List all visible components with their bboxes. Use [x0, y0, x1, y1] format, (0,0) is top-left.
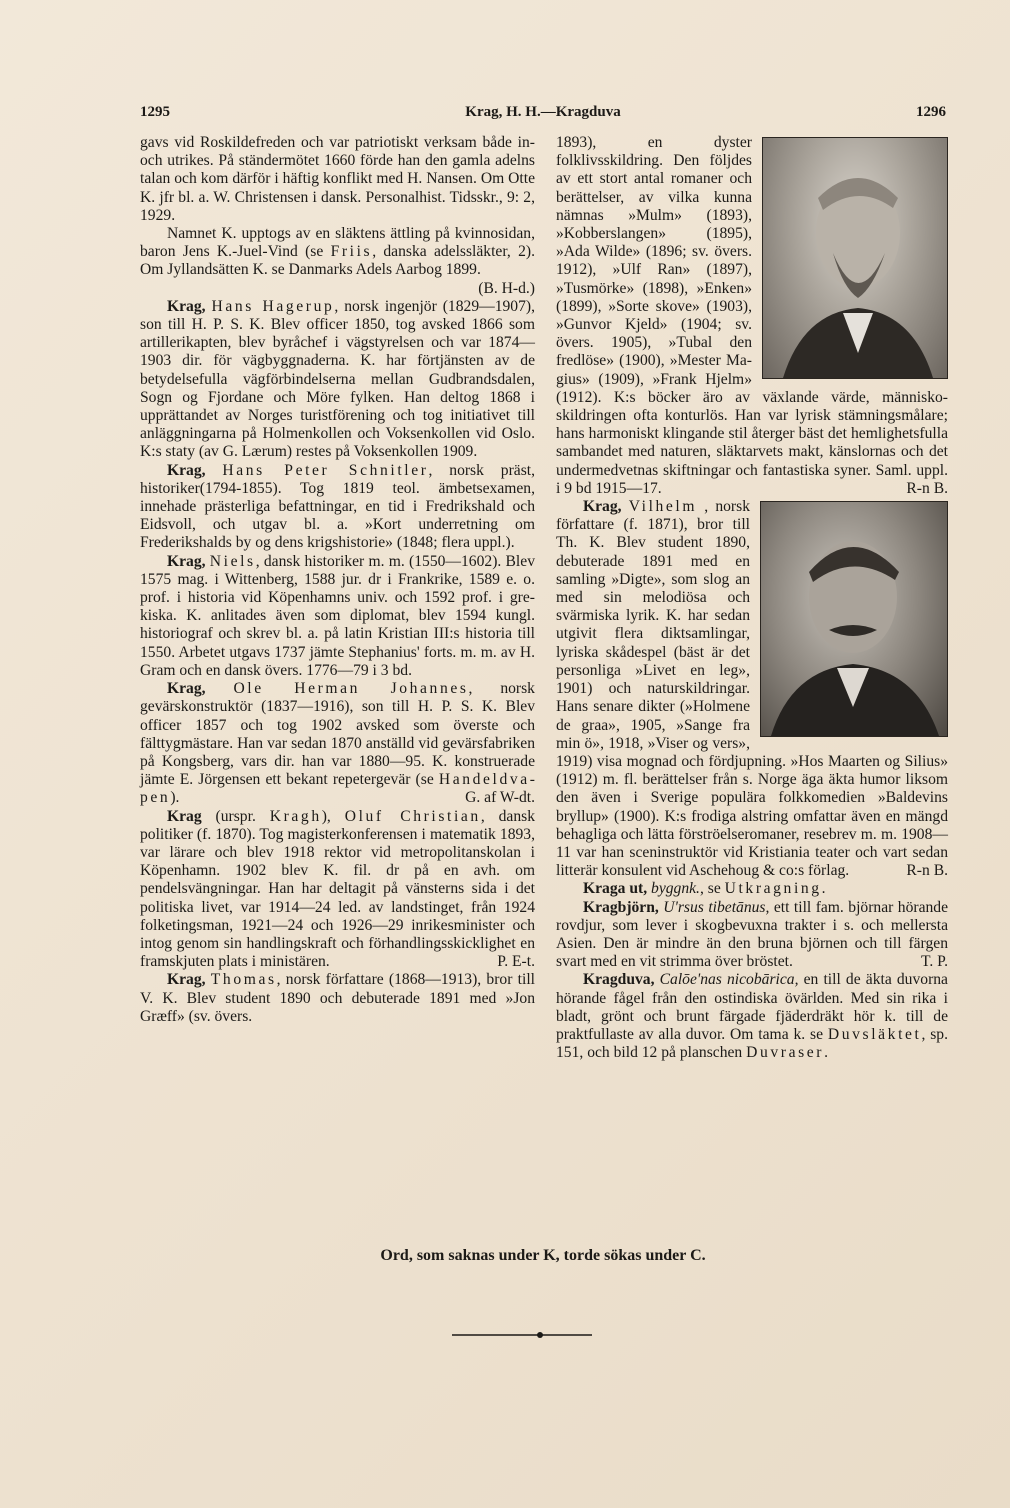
signature: P. E-t. [497, 953, 535, 971]
signature: R-n B. [906, 862, 948, 880]
running-title: Krag, H. H.—Kragduva [465, 104, 621, 120]
portrait-photo-thomas-krag [762, 137, 948, 379]
footer-note: Ord, som saknas under K, torde sökas under C. [380, 1247, 706, 1264]
ornament-divider [452, 1330, 592, 1340]
continued-paragraph: 1893), en dyster folklivsskildring. Den följdes av ett stort antal romaner och berättelser, av vilka kunna nämnas »Mulm» (1893), »Kobberslangen» (1895), »Ada Wilde» (1896; sv. övers. 1912), »Ulf Ran» (1897), »Tusmörke» (1898), »Enken» (1899), »Sorte skove» (1903), »Gunvor Kjeld» (1904; sv. övers. 1905), »Tubal den fredlöse» (1900), »Mester Magius» (1909), »Frank Hjelm» (1912). K:s böcker äro av växlande värde, människoskildringen ofta konturlös. Han var lyrisk stämningsmålare; hans harmoniskt klingande stil återger bäst det hemlighetsfulla sambandet med naturen, släktarvets makt, känslornas och det undermedvetnas skiftningar och fantastiska syner. Saml. uppl. i 9 bd 1915—17. R-n B. [556, 134, 948, 497]
entry-hans-peter-schnitler: Krag, Hans Peter Schnitler, norsk präst, historiker(1794-1855). Tog 1819 teol. ämbetsexamen, innehade prästerliga befattningar, en tid i Fredrikshald och Eidsvoll, och utgav bl. a. »Kort underretning om Frederikshalds by og dens krigshistorie» (1848; flera uppl.). [140, 461, 535, 552]
signature: T. P. [920, 953, 948, 971]
signature: R-n B. [906, 479, 948, 497]
page-number-left: 1295 [140, 104, 170, 120]
page-number-right: 1296 [916, 104, 946, 120]
entry-vilhelm: Krag, Vilhelm , norsk författare (f. 1871), bror till Th. K. Blev student 1890, debuterade 1891 med en samling »Digte», som slog an med sin melodiösa och svärmiska lyrik. K. har sedan utgivit flera diktsamlingar, lyriska skådespel (bäst är det personliga »Livet en leg», 1901) och naturskildringar. Hans senare dikter (»Holmene de graa», 1905, »Sange fra min ö», 1918, »Viser og vers», 1919) visa mognad och fördjupning. »Hos Maarten og Silius» (1912) m. fl. berättelser från s. Norge äga äkta humor liksom den även i Sverige populära folkkomedien »Baldevins bryllup» (1900). K:s frodiga alstring omfattar även en mängd behagliga och lätta förströelseromaner, resebrev m. m. 1908—11 var han sceninstruktör vid Kristiania teater och vart sedan litterär konsulent vid Aschehoug & co:s förlag. R-n B. [556, 498, 948, 880]
entry-kragbjorn: Kragbjörn, U'rsus tibetānus, ett till fam. björnar hörande rovdjur, som lever i skogbevuxna trakter i s. och mellersta Asien. Den är mindre än den bruna björnen och till färgen svart med en vit strimma över bröstet. T. P. [556, 898, 948, 971]
entry-kragduva: Kragduva, Calōe'nas nicobārica, en till de äkta duvorna hörande fågel från den ostindiska övärlden. Med sin rika i bladt, grönt och brunt färgade fjäderdräkt hör k. till de praktfullaste av alla duvor. Om tama k. se Duvsläktet, sp. 151, och bild 12 på planschen Duvraser. [556, 971, 948, 1062]
entry-niels: Krag, Niels, dansk historiker m. m. (1550—1602). Blev 1575 mag. i Wittenberg, 1588 jur. dr i Frankrike, 1589 e. o. prof. i historia vid Köpenhamns univ. och 1592 prof. i grekiska. K. anlitades även som diplomat, blev 1594 kungl. historiograf och skrev bl. a. på latin Kristian III:s historia till 1550. Arbetet utgavs 1737 jämte Stephanius' forts. m. m. av H. Gram och en dansk övers. 1776—79 i 3 bd. [140, 552, 535, 679]
page-header [140, 104, 946, 128]
right-column [556, 134, 948, 1062]
signature: G. af W-dt. [465, 789, 535, 807]
entry-kraga-ut: Kraga ut, byggnk., se Utkragning. [583, 880, 826, 898]
note-paragraph: Namnet K. upptogs av en släktens ättling på kvinnosidan, baron Jens K.-Juel-Vind (se Friis, danska adelssläkter, 2). Om Jyllandsätten K. se Danmarks Adels Aarbog 1899. (B. H-d.) [140, 225, 535, 297]
entry-hans-hagerup: Krag, Hans Hagerup, norsk ingenjör (1829—1907), son till H. P. S. K. Blev officer 1850, tog avsked 1866 som artillerikapten, blev byråchef i vägstyrelsen och var 1874—1903 dir. för vägbyggnaderna. K. har förtjänsten av de betydelsefulla vägförbindelserna mellan Gudbrandsdalen, Sogn og Fjordane och Möre fylken. Han deltog 1868 i upprättandet av Norges turistförening och tog initiativet till anläggningarna på Holmenkollen och Voksenkollen vid Oslo. K:s staty (av G. Lærum) restes på Voksenkollen 1909. [140, 297, 535, 461]
left-column [140, 134, 535, 1026]
entry-thomas: Krag, Thomas, norsk författare (1868—1913), bror till V. K. Blev student 1890 och debuterade 1891 med »Jon Græff» (sv. övers. [140, 971, 535, 1025]
portrait-photo-vilhelm-krag [760, 501, 948, 737]
entry-ole-herman-johannes: Krag, Ole Herman Johannes, norsk gevärskonstruktör (1837—1916), son till H. P. S. K. Blev officer 1857 och tog 1902 avsked som överste och fälttygmästare. Han var sedan 1870 anställd vid gevärsfabriken på Kongsberg, vars dir. han var 1880—95. K. konstruerade jämte E. Jörgensen ett bekant repetergevär (se Handeldvapen). G. af W-dt. [140, 680, 535, 807]
entry-oluf-christian: Krag (urspr. Kragh), Oluf Christian, dansk politiker (f. 1870). Tog magisterkonferensen i matematik 1893, var lärare och blev 1918 rektor vid metropolitanskolan i Köpenhamn. 1902 blev K. fil. dr på en avh. om pendelsvängningar. Han har deltagit på vänsterns sida i det politiska livet, var 1914—24 led. av landstinget, från 1924 folketingsman, 1921—24 och 1926—29 inrikesminister och intog genom sin handlingskraft och förhandlingsskicklighet en framskjuten plats i ministären. P. E-t. [140, 807, 535, 971]
signature: (B. H-d.) [478, 279, 535, 297]
continued-paragraph: gavs vid Roskildefreden och var patriotiskt verksam både in- och utrikes. På ständermötet 1660 förde han den gamla adelns talan och kom därför i häftig konflikt med H. Nansen. Om Otte K. jfr bl. a. W. Christensen i dansk. Personalhist. Tidsskr., 9: 2, 1929. [140, 134, 535, 224]
